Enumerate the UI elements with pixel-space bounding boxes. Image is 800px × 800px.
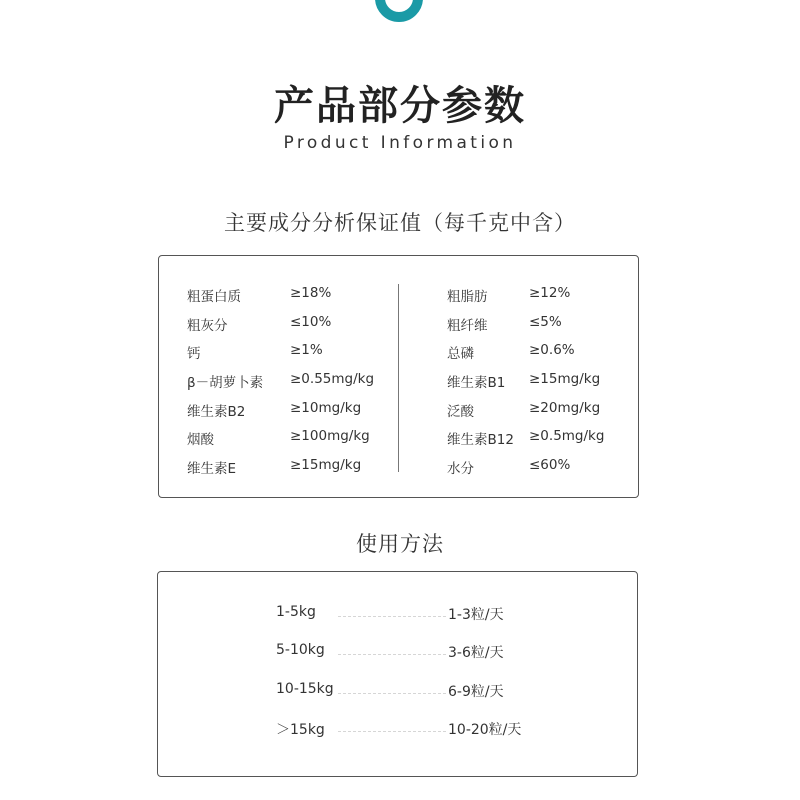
ingredient-name: 泛酸 xyxy=(447,403,474,420)
ingredient-name: 总磷 xyxy=(447,346,474,363)
ingredient-name: 维生素B1 xyxy=(447,375,506,392)
usage-heading: 使用方法 xyxy=(356,532,444,556)
ingredient-name: 粗纤维 xyxy=(447,317,488,334)
ingredient-value: ≥15mg/kg xyxy=(529,371,601,388)
usage-row xyxy=(158,719,637,757)
ingredient-value: ≤5% xyxy=(529,313,562,330)
ingredient-value: ≤60% xyxy=(529,457,571,474)
usage-weight: 10-15kg xyxy=(276,680,334,697)
ingredient-name: 维生素B12 xyxy=(447,432,514,449)
usage-list xyxy=(158,604,637,757)
ingredient-name: 烟酸 xyxy=(187,432,214,449)
ingredient-name: 粗灰分 xyxy=(187,317,228,334)
ingredients-panel xyxy=(158,255,639,498)
usage-weight: 5-10kg xyxy=(276,642,325,659)
ingredient-value: ≥0.55mg/kg xyxy=(290,371,375,388)
usage-dose: 1-3粒/天 xyxy=(448,607,504,623)
ingredient-value: ≥20mg/kg xyxy=(529,399,601,416)
ingredient-name: β－胡萝卜素 xyxy=(187,375,264,392)
ingredients-heading: 主要成分分析保证值（每千克中含） xyxy=(224,211,576,235)
usage-dose: 6-9粒/天 xyxy=(448,683,504,700)
usage-row xyxy=(158,604,637,642)
ingredient-value: ≤10% xyxy=(290,313,332,330)
usage-panel xyxy=(157,571,638,777)
ingredient-name: 粗脂肪 xyxy=(447,289,488,305)
ingredient-value: ≥10mg/kg xyxy=(290,399,362,416)
usage-row xyxy=(158,642,637,680)
decorative-arc-icon xyxy=(374,0,424,50)
page-subtitle: Product Information xyxy=(283,133,517,153)
ingredient-value: ≥12% xyxy=(529,285,571,301)
page-title: 产品部分参数 xyxy=(274,83,526,129)
usage-dose: 3-6粒/天 xyxy=(448,645,504,662)
usage-weight: ＞15kg xyxy=(276,721,325,738)
ingredient-value: ≥0.6% xyxy=(529,342,575,359)
ingredient-name: 维生素E xyxy=(187,461,237,478)
dotted-leader xyxy=(338,616,446,617)
ingredient-name: 维生素B2 xyxy=(187,403,246,420)
usage-weight: 1-5kg xyxy=(276,604,316,620)
usage-row xyxy=(158,681,637,719)
ingredient-value: ≥1% xyxy=(290,342,323,359)
ingredient-value: ≥0.5mg/kg xyxy=(529,428,605,445)
usage-dose: 10-20粒/天 xyxy=(448,721,522,738)
ingredient-value: ≥18% xyxy=(290,285,332,301)
dotted-leader xyxy=(338,731,446,732)
ingredient-value: ≥15mg/kg xyxy=(290,457,362,474)
ingredient-name: 钙 xyxy=(187,346,201,363)
ingredient-name: 粗蛋白质 xyxy=(187,289,241,305)
column-divider xyxy=(398,284,399,472)
ingredient-value: ≥100mg/kg xyxy=(290,428,370,445)
ingredient-name: 水分 xyxy=(447,461,474,478)
dotted-leader xyxy=(338,654,446,655)
dotted-leader xyxy=(338,693,446,694)
